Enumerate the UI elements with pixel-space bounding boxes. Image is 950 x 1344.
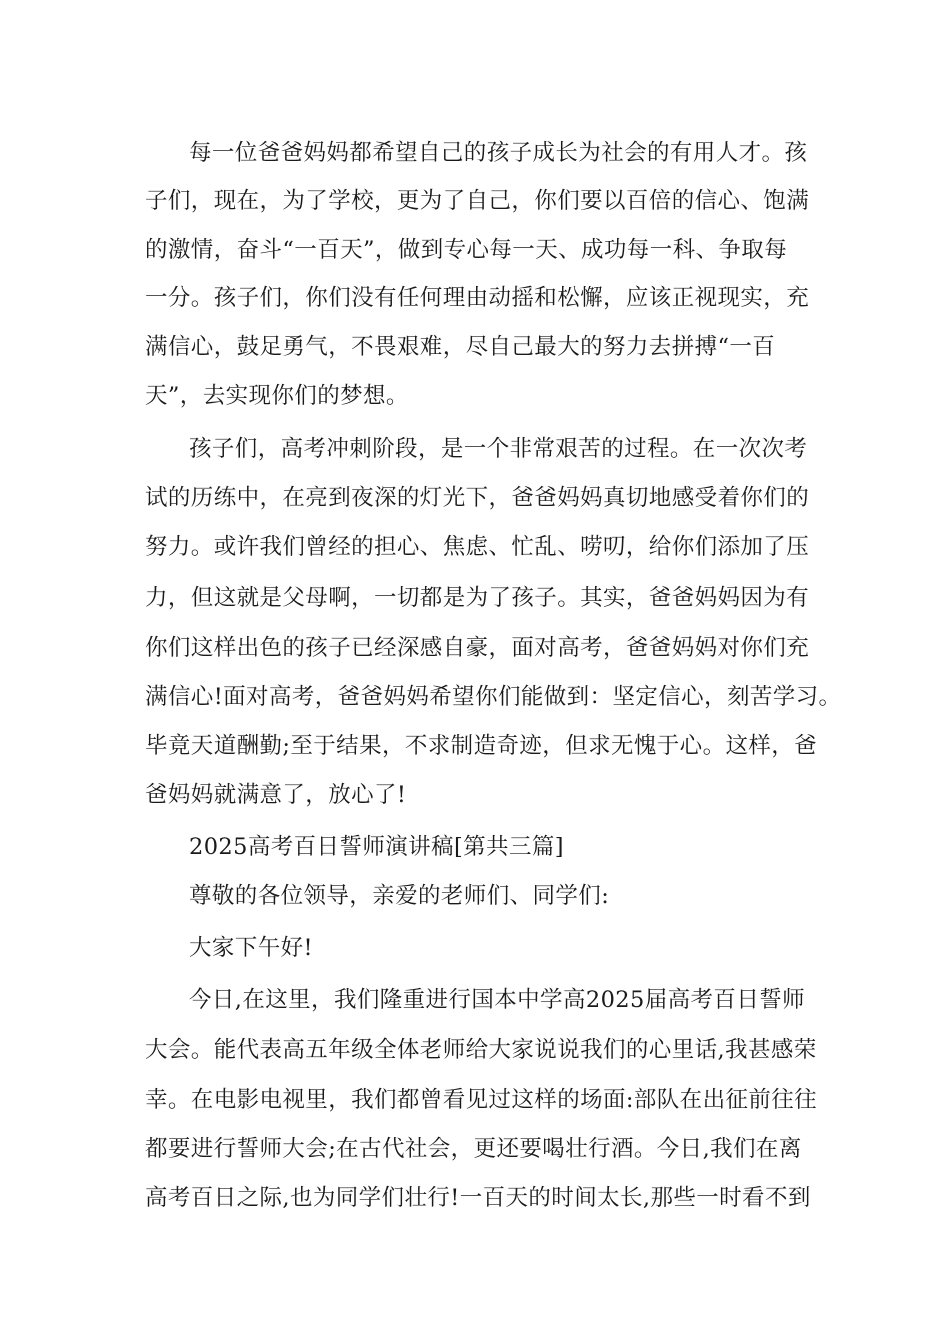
text-line: 高考百日之际,也为同学们壮行!一百天的时间太长,那些一时看不到 bbox=[145, 1185, 811, 1211]
text-line: 大会。能代表高五年级全体老师给大家说说我们的心里话,我甚感荣 bbox=[145, 1037, 817, 1063]
text-line: 你们这样出色的孩子已经深感自豪，面对高考，爸爸妈妈对你们充 bbox=[145, 635, 810, 661]
text-line: 毕竟天道酬勤;至于结果，不求制造奇迹，但求无愧于心。这样，爸 bbox=[145, 733, 818, 759]
text-line: 满信心，鼓足勇气，不畏艰难，尽自己最大的努力去拼搏“一百 bbox=[145, 334, 776, 360]
text-line: 努力。或许我们曾经的担心、焦虑、忙乱、唠叨，给你们添加了压 bbox=[145, 534, 810, 560]
text-line: 孩子们，高考冲刺阶段，是一个非常艰苦的过程。在一次次考 bbox=[189, 436, 808, 462]
text-line: 今日,在这里，我们隆重进行国本中学高2025届高考百日誓师 bbox=[189, 987, 806, 1013]
text-line: 幸。在电影电视里，我们都曾看见过这样的场面:部队在出征前往往 bbox=[145, 1087, 818, 1113]
text-line: 试的历练中，在亮到夜深的灯光下，爸爸妈妈真切地感受着你们的 bbox=[145, 485, 810, 511]
text-line: 力，但这就是父母啊，一切都是为了孩子。其实，爸爸妈妈因为有 bbox=[145, 585, 810, 611]
text-line: 子们，现在，为了学校，更为了自己，你们要以百倍的信心、饱满 bbox=[145, 188, 810, 214]
text-line: 都要进行誓师大会;在古代社会，更还要喝壮行酒。今日,我们在离 bbox=[145, 1136, 802, 1162]
text-line: 天”，去实现你们的梦想。 bbox=[145, 383, 409, 409]
salutation: 尊敬的各位领导，亲爱的老师们、同学们: bbox=[189, 883, 610, 909]
text-line: 满信心!面对高考，爸爸妈妈希望你们能做到：坚定信心，刻苦学习。 bbox=[145, 684, 842, 710]
text-line: 每一位爸爸妈妈都希望自己的孩子成长为社会的有用人才。孩 bbox=[189, 140, 808, 166]
text-line: 一分。孩子们，你们没有任何理由动摇和松懈，应该正视现实，充 bbox=[145, 285, 810, 311]
text-line: 爸妈妈就满意了，放心了! bbox=[145, 782, 407, 808]
section-title: 2025高考百日誓师演讲稿[第共三篇] bbox=[189, 834, 564, 860]
greeting: 大家下午好! bbox=[189, 935, 313, 961]
text-line: 的激情，奋斗“一百天”，做到专心每一天、成功每一科、争取每 bbox=[145, 237, 788, 263]
